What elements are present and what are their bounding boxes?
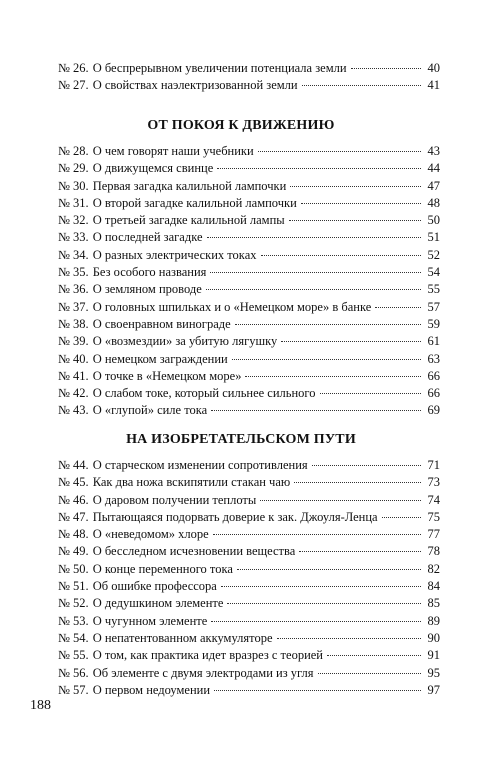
dot-leader bbox=[211, 410, 421, 411]
entry-title: О дедушкином элементе bbox=[92, 596, 224, 611]
entry-page: 41 bbox=[427, 78, 440, 93]
page-number: 188 bbox=[30, 698, 51, 713]
entry-page: 89 bbox=[427, 613, 440, 628]
entry-title: О третьей загадке калильной лампы bbox=[92, 213, 285, 228]
entry-page: 84 bbox=[427, 579, 440, 594]
toc-entry bbox=[58, 195, 440, 212]
entry-page: 47 bbox=[427, 178, 440, 193]
entry-title: О разных электрических токах bbox=[92, 247, 257, 262]
entry-title: О свойствах наэлектризованной земли bbox=[92, 78, 298, 93]
entry-title: О слабом токе, который сильнее сильного bbox=[92, 386, 316, 401]
entry-number: № 51. bbox=[58, 579, 89, 594]
entry-number: № 30. bbox=[58, 178, 89, 193]
entry-page: 85 bbox=[427, 596, 440, 611]
entry-page: 78 bbox=[427, 544, 440, 559]
entry-number: № 54. bbox=[58, 630, 89, 645]
dot-leader bbox=[277, 638, 422, 639]
entry-page: 97 bbox=[427, 682, 440, 697]
dot-leader bbox=[237, 569, 421, 570]
entry-page: 59 bbox=[427, 316, 440, 331]
dot-leader bbox=[214, 690, 421, 691]
entry-page: 43 bbox=[427, 144, 440, 158]
dot-leader bbox=[375, 307, 421, 308]
entry-number: № 35. bbox=[58, 265, 89, 280]
entry-number: № 37. bbox=[58, 299, 89, 314]
entry-title: О старческом изменении сопротивления bbox=[92, 458, 308, 472]
dot-leader bbox=[221, 586, 421, 587]
toc-entry bbox=[58, 299, 440, 316]
toc-entry bbox=[58, 561, 440, 578]
entry-title: О даровом получении теплоты bbox=[92, 492, 257, 507]
entry-number: № 32. bbox=[58, 213, 89, 228]
toc-entry bbox=[58, 247, 440, 264]
entry-number: № 29. bbox=[58, 161, 89, 176]
dot-leader bbox=[260, 500, 421, 501]
toc-entry bbox=[58, 60, 440, 77]
entry-page: 66 bbox=[427, 386, 440, 401]
section-heading: НА ИЗОБРЕТАТЕЛЬСКОМ ПУТИ bbox=[126, 432, 356, 447]
entry-page: 44 bbox=[427, 161, 440, 176]
toc-entry bbox=[58, 160, 440, 177]
entry-number: № 52. bbox=[58, 596, 89, 611]
toc-entry bbox=[58, 178, 440, 195]
toc-entry bbox=[58, 212, 440, 229]
dot-leader bbox=[351, 68, 421, 69]
toc-entry bbox=[58, 665, 440, 682]
entry-number: № 47. bbox=[58, 509, 89, 524]
entry-page: 52 bbox=[427, 247, 440, 262]
dot-leader bbox=[299, 551, 421, 552]
entry-number: № 38. bbox=[58, 316, 89, 331]
entry-page: 57 bbox=[427, 299, 440, 314]
dot-leader bbox=[294, 482, 421, 483]
toc-entry bbox=[58, 368, 440, 385]
toc-entry bbox=[58, 682, 440, 699]
entry-number: № 48. bbox=[58, 527, 89, 542]
toc-entry bbox=[58, 351, 440, 368]
entry-title: О земляном проводе bbox=[92, 282, 202, 297]
entry-page: 54 bbox=[427, 265, 440, 280]
entry-number: № 53. bbox=[58, 613, 89, 628]
dot-leader bbox=[301, 203, 421, 204]
entry-number: № 42. bbox=[58, 386, 89, 401]
toc-entry bbox=[58, 281, 440, 298]
entry-title: О своенравном винограде bbox=[92, 316, 231, 331]
entry-page: 61 bbox=[427, 334, 440, 349]
dot-leader bbox=[382, 517, 421, 518]
entry-number: № 57. bbox=[58, 682, 89, 697]
toc-entry bbox=[58, 264, 440, 281]
dot-leader bbox=[261, 255, 422, 256]
entry-page: 71 bbox=[427, 458, 440, 472]
dot-leader bbox=[210, 272, 421, 273]
entry-page: 75 bbox=[427, 509, 440, 524]
entry-number: № 33. bbox=[58, 230, 89, 245]
entry-number: № 40. bbox=[58, 351, 89, 366]
entry-page: 90 bbox=[427, 630, 440, 645]
entry-title: О движущемся свинце bbox=[92, 161, 214, 176]
dot-leader bbox=[281, 341, 421, 342]
entry-title: О «неведомом» хлоре bbox=[92, 527, 209, 542]
entry-title: Об ошибке профессора bbox=[92, 579, 217, 594]
dot-leader bbox=[227, 603, 421, 604]
dot-leader bbox=[318, 673, 422, 674]
entry-number: № 34. bbox=[58, 247, 89, 262]
toc-entry bbox=[58, 457, 440, 474]
entry-title: Первая загадка калильной лампочки bbox=[92, 178, 287, 193]
toc-entry bbox=[58, 77, 440, 94]
dot-leader bbox=[289, 220, 421, 221]
entry-page: 69 bbox=[427, 403, 440, 418]
entry-page: 66 bbox=[427, 368, 440, 383]
dot-leader bbox=[245, 376, 421, 377]
entry-number: № 28. bbox=[58, 144, 89, 158]
entry-number: № 46. bbox=[58, 492, 89, 507]
entry-title: О непатентованном аккумуляторе bbox=[92, 630, 273, 645]
entry-title: Как два ножа вскипятили стакан чаю bbox=[92, 475, 291, 490]
entry-page: 95 bbox=[427, 665, 440, 680]
dot-leader bbox=[302, 85, 421, 86]
toc-entry bbox=[58, 492, 440, 509]
entry-page: 74 bbox=[427, 492, 440, 507]
dot-leader bbox=[235, 324, 421, 325]
entry-page: 73 bbox=[427, 475, 440, 490]
entry-title: О последней загадке bbox=[92, 230, 203, 245]
dot-leader bbox=[232, 359, 421, 360]
dot-leader bbox=[320, 393, 422, 394]
entry-title: О точке в «Немецком море» bbox=[92, 368, 242, 383]
toc-block-section-2 bbox=[58, 457, 440, 699]
entry-title: О головных шпильках и о «Немецком море» в банке bbox=[92, 299, 372, 314]
toc-entry bbox=[58, 229, 440, 246]
entry-title: О «глупой» силе тока bbox=[92, 403, 208, 418]
entry-page: 50 bbox=[427, 213, 440, 228]
section-heading: ОТ ПОКОЯ К ДВИЖЕНИЮ bbox=[147, 118, 335, 133]
toc-entry bbox=[58, 316, 440, 333]
entry-title: О чугунном элементе bbox=[92, 613, 208, 628]
entry-number: № 27. bbox=[58, 78, 89, 93]
toc-entry bbox=[58, 402, 440, 419]
entry-page: 55 bbox=[427, 282, 440, 297]
entry-page: 51 bbox=[427, 230, 440, 245]
entry-title: О «возмездии» за убитую лягушку bbox=[92, 334, 278, 349]
toc-entry bbox=[58, 630, 440, 647]
dot-leader bbox=[290, 186, 421, 187]
entry-title: О первом недоумении bbox=[92, 682, 211, 697]
entry-number: № 43. bbox=[58, 403, 89, 418]
entry-number: № 41. bbox=[58, 368, 89, 383]
toc-entry bbox=[58, 143, 440, 160]
toc-entry bbox=[58, 509, 440, 526]
toc-entry bbox=[58, 385, 440, 402]
dot-leader bbox=[207, 237, 421, 238]
entry-number: № 26. bbox=[58, 61, 89, 75]
entry-number: № 56. bbox=[58, 665, 89, 680]
entry-title: О немецком заграждении bbox=[92, 351, 228, 366]
entry-number: № 31. bbox=[58, 195, 89, 210]
toc-entry bbox=[58, 474, 440, 491]
entry-number: № 44. bbox=[58, 458, 89, 472]
entry-title: О том, как практика идет вразрез с теорией bbox=[92, 648, 323, 663]
entry-page: 77 bbox=[427, 527, 440, 542]
entry-number: № 50. bbox=[58, 561, 89, 576]
toc-entry bbox=[58, 595, 440, 612]
dot-leader bbox=[217, 168, 421, 169]
toc-entry bbox=[58, 647, 440, 664]
dot-leader bbox=[327, 655, 421, 656]
entry-page: 48 bbox=[427, 195, 440, 210]
entry-page: 63 bbox=[427, 351, 440, 366]
entry-title: О беспрерывном увеличении потенциала земли bbox=[92, 61, 347, 75]
entry-number: № 45. bbox=[58, 475, 89, 490]
entry-title: О чем говорят наши учебники bbox=[92, 144, 254, 158]
toc-entry bbox=[58, 333, 440, 350]
dot-leader bbox=[213, 534, 421, 535]
toc-block-continued bbox=[58, 60, 440, 95]
entry-title: Об элементе с двумя электродами из угля bbox=[92, 665, 314, 680]
toc-block-section-1 bbox=[58, 143, 440, 420]
entry-page: 91 bbox=[427, 648, 440, 663]
toc-entry bbox=[58, 613, 440, 630]
entry-title: О конце переменного тока bbox=[92, 561, 233, 576]
entry-number: № 39. bbox=[58, 334, 89, 349]
entry-title: О второй загадке калильной лампочки bbox=[92, 195, 297, 210]
entry-number: № 55. bbox=[58, 648, 89, 663]
entry-page: 40 bbox=[427, 61, 440, 75]
dot-leader bbox=[206, 289, 421, 290]
entry-title: Без особого названия bbox=[92, 265, 207, 280]
toc-entry bbox=[58, 578, 440, 595]
dot-leader bbox=[258, 151, 421, 152]
entry-page: 82 bbox=[427, 561, 440, 576]
dot-leader bbox=[312, 465, 421, 466]
toc-entry bbox=[58, 543, 440, 560]
dot-leader bbox=[211, 621, 421, 622]
entry-title: Пытающаяся подорвать доверие к зак. Джоуля-Ленца bbox=[92, 509, 378, 524]
entry-number: № 49. bbox=[58, 544, 89, 559]
toc-entry bbox=[58, 526, 440, 543]
entry-number: № 36. bbox=[58, 282, 89, 297]
entry-title: О бесследном исчезновении вещества bbox=[92, 544, 296, 559]
